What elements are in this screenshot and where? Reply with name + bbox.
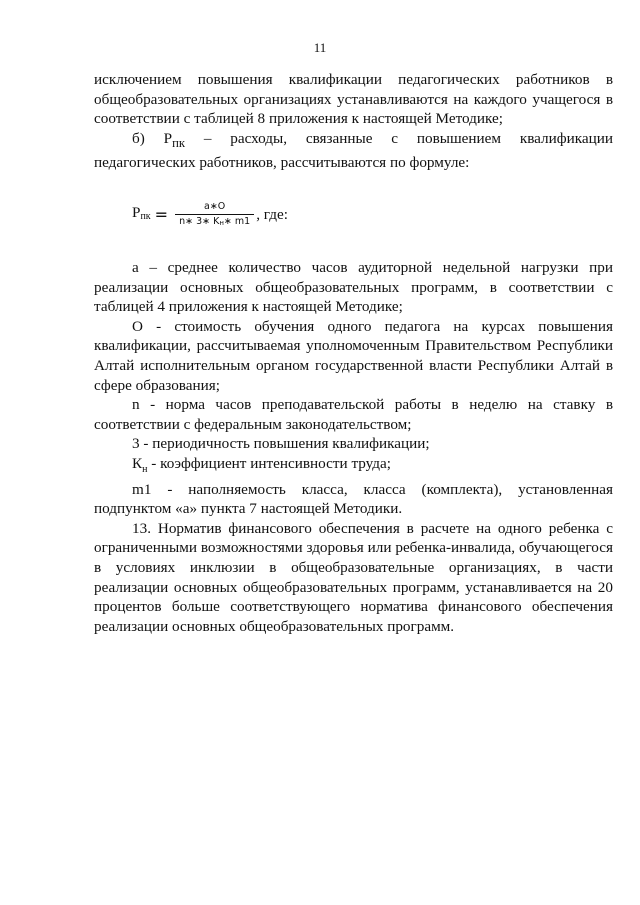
- item-b-prefix: б) Р: [132, 129, 173, 147]
- page-number: 11: [313, 40, 327, 55]
- definition-3: 3 - периодичность повышения квалификации;: [132, 435, 430, 453]
- formula-equals: =: [154, 205, 169, 225]
- formula-denominator: n∗ 3∗ $K_н∗$ m1: [175, 214, 254, 229]
- formula-lhs: $Р_{пк}$: [132, 204, 151, 223]
- formula-numerator: a∗O: [204, 201, 226, 212]
- intro-paragraph: исключением повышения квалификации педагогических работников в общеобразовательных организациях устанавливаются на каждого учащегося в соответствии с таблицей 8 приложения к настоящей Методике;: [94, 71, 613, 128]
- item-b-sub: пк: [172, 135, 185, 150]
- item-b-text: – расходы, связанные с повышением квалификации педагогических работников, рассчитываются по формуле:: [94, 129, 613, 172]
- document-body: [94, 70, 613, 636]
- definition-k: $К_н$ - коэффициент интенсивности труда;: [132, 454, 391, 475]
- definition-a: а – среднее количество часов аудиторной недельной нагрузки при реализации основных общеобразовательных программ, в соответствии с таблицей 4 приложения к настоящей Методике;: [94, 259, 613, 316]
- definition-n: n - норма часов преподавательской работы в неделю на ставку в соответствии с федеральным законодательством;: [94, 396, 613, 433]
- item-13-paragraph: 13. Норматив финансового обеспечения в расчете на одного ребенка с ограниченными возможностями здоровья или ребенка-инвалида, обучающегося в условиях инклюзии в общеобразовательные организациях, в части реализации основных общеобразовательных программ, устанавливается на 20 процентов больше соответствующего норматива финансового обеспечения реализации основных общеобразовательных программ.: [94, 519, 613, 635]
- formula: [132, 197, 613, 233]
- item-b-paragraph: [94, 129, 613, 173]
- definition-o: О - стоимость обучения одного педагога на курсах повышения квалификации, рассчитываемая уполномоченным Правительством Республики Алтай исполнительным органом государственной власти Республики Алтай в сфере образования;: [94, 317, 613, 394]
- formula-fraction: [175, 201, 254, 229]
- formula-suffix: , где:: [256, 206, 288, 224]
- definition-m1: m1 - наполняемость класса, класса (комплекта), установленная подпунктом «а» пункта 7 настоящей Методики.: [94, 480, 613, 518]
